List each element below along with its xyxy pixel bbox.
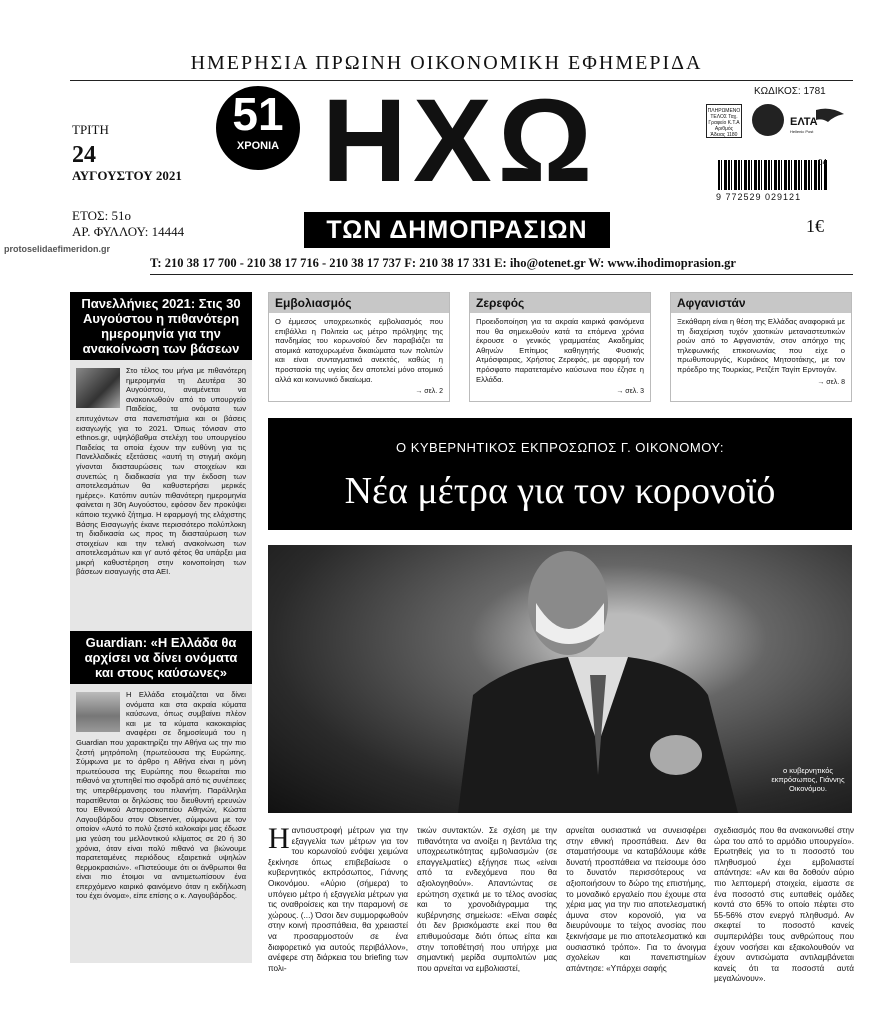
issue-label: ΑΡ. ΦΥΛΛΟΥ: 14444 bbox=[72, 224, 185, 239]
lead-headline: Νέα μέτρα για τον κορονοϊό bbox=[344, 470, 776, 512]
lead-kicker: Ο ΚΥΒΕΡΝΗΤΙΚΟΣ ΕΚΠΡΟΣΩΠΟΣ Γ. ΟΙΚΟΝΟΜΟΥ: bbox=[395, 440, 724, 455]
year-label: ΕΤΟΣ: 51ο bbox=[72, 208, 131, 223]
lead-column-3: αρνείται ουσιαστικά να συνεισφέρει στην εθνική προσπάθεια. Δεν θα σταματήσουμε να καταβάλουμε κάθε δυνατή προσπάθεια να πείσουμε όσο το δυνατόν περισσότερους να αξιοποιήσουν το δώρο της επιστήμης, το μοναδικό εργαλείο που έχουμε στα χέρια μας για την πιο αποτελεσματική άμυνα στον κορονοϊό, για να διευρύνουμε το τείχος ανοσίας που ξεκινήσαμε με πιο αποτελεσματικό και ουσιαστικό τρόπο». Για το άνοιγμα σχολείων και πανεπιστημίων απάντησε: «Υπάρχει σαφής bbox=[566, 826, 706, 973]
lead-column-2: τικών συντακτών. Σε σχέση με την πιθανότητα να ανοίξει η βεντάλια της υποχρεωτικότητας εμβολιασμών (σε επαγγελματίες) εξήγησε πως «είναι από τα ενδεχόμενα που θα αξιολογηθούν». Απαντώντας σε ερώτηση σχετικά με το τέλος ανοσίας και το χρονοδιάγραμμα της κυβέρνησης σημείωσε: «Είναι σαφές ότι δεν βρισκόμαστε εκεί που θα επιθυμούσαμε διότι όπως είπα και στην τοποθέτησή που υπήρχε μια σημαντική μερίδα συμπολιτών μας που αρνείται να εμβολιαστεί, bbox=[417, 826, 557, 973]
barcode bbox=[718, 160, 828, 190]
lead-photo bbox=[268, 545, 852, 813]
news-box-page-ref: → σελ. 3 bbox=[616, 388, 644, 396]
postage-stamp: ΠΛΗΡΩΜΕΝΟ ΤΕΛΟΣ Ταχ. Γραφείο Κ.Τ.Α Αριθμός Άδειας 1180 bbox=[706, 104, 742, 138]
elta-logo bbox=[790, 106, 846, 136]
sidebar-story-2-photo bbox=[76, 692, 120, 732]
news-box-body: Ξεκάθαρη είναι η θέση της Ελλάδας αναφορικά με τη διαχείριση τυχόν χαοτικών μεταναστευτικών ροών από το Αφγανιστάν, στον απόηχο της τηλεφωνικής επικοινωνίας που είχε ο πρωθυπουργός, Κυριάκος Μητσοτάκης, με τον πρόεδρο της Τουρκίας, Ρετζέπ Ταγίπ Ερντογάν. bbox=[677, 317, 845, 374]
contact-line: T: 210 38 17 700 - 210 38 17 716 - 210 38 17 737 F: 210 38 17 331 E: iho@otenet.gr W: www.ihodimoprasion.gr bbox=[150, 256, 736, 270]
lead-dropcap: Η bbox=[268, 822, 290, 855]
anniversary-badge bbox=[216, 86, 300, 170]
news-box-afghanistan bbox=[670, 292, 852, 402]
news-box-body: Προειδοποίηση για τα ακραία καιρικά φαινόμενα που θα σημειωθούν κατά τα επόμενα χρόνια έκρουσε ο γενικός γραμματέας Ακαδημίας Αθηνών Επίτιμος καθηγητής Φυσικής Ατμόσφαιρας, Χρήστος Ζερεφός, με αφορμή τον πρόσφατο παρατεταμένο καύσωνα που έζησε η Ελλάδα. bbox=[476, 317, 644, 384]
badge-label: ΧΡΟΝΙΑ bbox=[236, 140, 280, 152]
sidebar-story-1-title: Πανελλήνιες 2021: Στις 30 Αυγούστου η πιθανότερη ημερομηνία για την ανακοίνωση των βάσεων bbox=[70, 292, 252, 360]
sidebar-story-1 bbox=[70, 292, 252, 672]
date-month-year: ΑΥΓΟΥΣΤΟΥ 2021 bbox=[72, 168, 182, 183]
lead-column-1 bbox=[268, 822, 408, 974]
barcode-digits: 9 772529 029121 bbox=[716, 192, 802, 202]
sidebar-story-1-body: Στο τέλος του μήνα με πιθανότερη ημερομηνία τη Δευτέρα 30 Αυγούστου, αναμένεται να ανακοινωθούν από το υπουργείο Παιδείας, τα ονόματα των επιτυχόντων στα πανεπιστήμια και οι βάσεις εισαγωγής για το 2021. Όπως τόνισαν στο ethnos.gr, υψηλόβαθμα στελέχη του υπουργείου Παιδείας τα οποία έχουν την ευθύνη για τις Πανελλαδικές εξετάσεις «αυτή τη στιγμή ακόμη γίνονται διασταυρώσεις των στοιχείων και συνεπώς η διαδικασία για την έκδοση των αποτελεσμάτων θα καθυστερήσει μερικές ημέρες». Κατόπιν αυτών πιθανότερη ημερομηνία φαίνεται η 30η Αυγούστου, εφόσον δεν προκύψει κάποιο τεχνικό ζήτημα. Η εφαρμογή της ελάχιστης Βάσης Εισαγωγής έκανε περισσότερο πολύπλοκη τη διαδικασία ως προς τη διασταύρωση των στοιχείων και την τελική ανακοίνωση των αποτελεσμάτων και γι' αυτό φέτος θα υπάρξει μια μικρή καθυστέρηση στην κοινοποίηση των βάσεων εισαγωγής στα ΑΕΙ. bbox=[76, 366, 246, 577]
barcode-issue: 04 bbox=[818, 158, 827, 167]
sidebar-story-1-photo bbox=[76, 368, 120, 408]
lead-headline-block bbox=[268, 418, 852, 530]
date-number: 24 bbox=[72, 142, 96, 168]
sidebar-story-2 bbox=[70, 631, 252, 963]
news-box-title: Αφγανιστάν bbox=[671, 293, 851, 313]
news-box-vaccination bbox=[268, 292, 450, 402]
seal-icon bbox=[752, 104, 784, 136]
code-label: ΚΩΔΙΚΟΣ: 1781 bbox=[754, 86, 826, 97]
masthead-tagline: ΗΜΕΡΗΣΙΑ ΠΡΩΙΝΗ ΟΙΚΟΝΟΜΙΚΗ ΕΦΗΜΕΡΙΔΑ bbox=[190, 52, 703, 74]
newspaper-logo: ΗΧΩ bbox=[321, 75, 599, 207]
badge-number: 51 bbox=[232, 88, 284, 140]
lead-column-1-text: αντισυστροφή μέτρων για την εξαγγελία των μέτρων για τον του κορωνοϊού ενόψει χειμώνα ξεκίνησε όπως επιβεβαίωσε ο κυβερνητικός εκπρόσωπος, Γιάννης Οικονόμου. «Αύριο (σήμερα) το υπόγειο μέτρο ή εξαγγελία μέτρων για τις οναθροίσεις και την παραμονή σε χώρους. (...) Όσοι δεν συμμορφωθούν στην κοινή προσπάθεια, θα χρειαστεί να προσαρμοστούν σε ένα διαφορετικό για αυτούς περιβάλλον», ανέφερε στη διάρκεια του briefing των πολι- bbox=[268, 826, 408, 973]
day-label: ΤΡΙΤΗ bbox=[72, 122, 109, 137]
sidebar-story-2-title: Guardian: «Η Ελλάδα θα αρχίσει να δίνει ονόματα και στους καύσωνες» bbox=[70, 631, 252, 684]
news-box-page-ref: → σελ. 8 bbox=[817, 378, 845, 386]
lead-column-4: σχεδιασμός που θα ανακοινωθεί στην ώρα του από το αρμόδιο υπουργείο». Ερωτηθείς για το τι ποσοστό του πληθυσμού έχει εμβολιαστεί απάντησε: «Αν και θα δοθούν αύριο πιο λεπτομερή στοιχεία, είμαστε σε ένα ποσοστό στις ευπαθείς ομάδες κοντά στο 65% το οποίο πέφτει στο 55-56% στον ενεργό πληθυσμό. Αν σκεφτεί το ποσοστό κανείς συμπεριλάβει τους ανθρώπους που έχουν νοσήσει και εξακολουθούν να έχουν αντισώματα αντιλαμβάνεται κανείς ότι τα ποσοστά αυτά μεγαλώνουν». bbox=[714, 826, 854, 984]
lead-photo-caption: ο κυβερνητικός εκπρόσωπος, Γιάννης Οικονόμου. bbox=[771, 766, 845, 793]
news-box-page-ref: → σελ. 2 bbox=[415, 388, 443, 396]
news-box-zerefos bbox=[469, 292, 651, 402]
newspaper-subtitle: ΤΩΝ ΔΗΜΟΠΡΑΣΙΩΝ bbox=[304, 212, 610, 248]
price: 1€ bbox=[806, 216, 824, 236]
news-box-title: Εμβολιασμός bbox=[269, 293, 449, 313]
news-box-body: Ο έμμεσος υποχρεωτικός εμβολιασμός που επιβάλλει η Πολιτεία ως μέτρο πρόληψης της πανδημίας του κορωνοϊού δεν παραβιάζει τα ατομικά κατοχυρωμένα δικαιώματα των πολιτών και είναι συνταγματικά ανεκτός, καθώς η προστασία της υγείας δεν αποτελεί μόνο ατομικό αλλά και κοινωνικό δικαίωμα. bbox=[275, 317, 443, 384]
source-site: protoselidaefimeridon.gr bbox=[4, 244, 111, 254]
elta-subtext: Hellenic Post bbox=[790, 129, 814, 134]
spokesperson-figure bbox=[268, 545, 852, 813]
news-box-title: Ζερεφός bbox=[470, 293, 650, 313]
elta-text: ΕΛΤΑ bbox=[790, 116, 818, 128]
sidebar-story-2-body: Η Ελλάδα ετοιμάζεται να δίνει ονόματα και στα ακραία κύματα καύσωνα, όπως συμβαίνει πλέον και με τα κύματα κακοκαιρίας αναφέρει σε δημοσίευμά του η Guardian που χαρακτηρίζει την Αθήνα ως την πιο ζεστή μητρόπολη (πρωτεύουσα της Ευρώπης. Σύμφωνα με το άρθρο η Αθήνα είναι η μόνη πρωτεύουσα της Ευρώπης που θεωρείται πιο πιθανό να χτυπηθεί πιο σφοδρά από τις συνέπειες της υπερθέρμανσης του πλανήτη. Παράλληλα παρατίθενται οι δηλώσεις του διευθυντή ερευνών του Εθνικού Αστεροσκοπείου Αθηνών, Κώστα Λαγουβάρδου στον Observer, σύμφωνα με τον οποίον «Αυτό το πολύ ζεστό καλοκαίρι μας έδωσε μια γεύση του μελλοντικού κλίματος σε 20 ή 30 χρόνια, όταν είναι πολύ πιθανό να βιώνουμε παρατεταμένες περιόδους εξαιρετικά υψηλών θερμοκρασιών». «Πιστεύουμε ότι οι άνθρωποι θα είναι πιο έτοιμοι να αντιμετωπίσουν ένα επερχόμενο καιρικό φαινόμενο όταν η εκδήλωση του έχει όνομα», είπε επίσης ο κ. Λαγουβάρδος. bbox=[76, 690, 246, 901]
contact-rule bbox=[150, 274, 853, 275]
